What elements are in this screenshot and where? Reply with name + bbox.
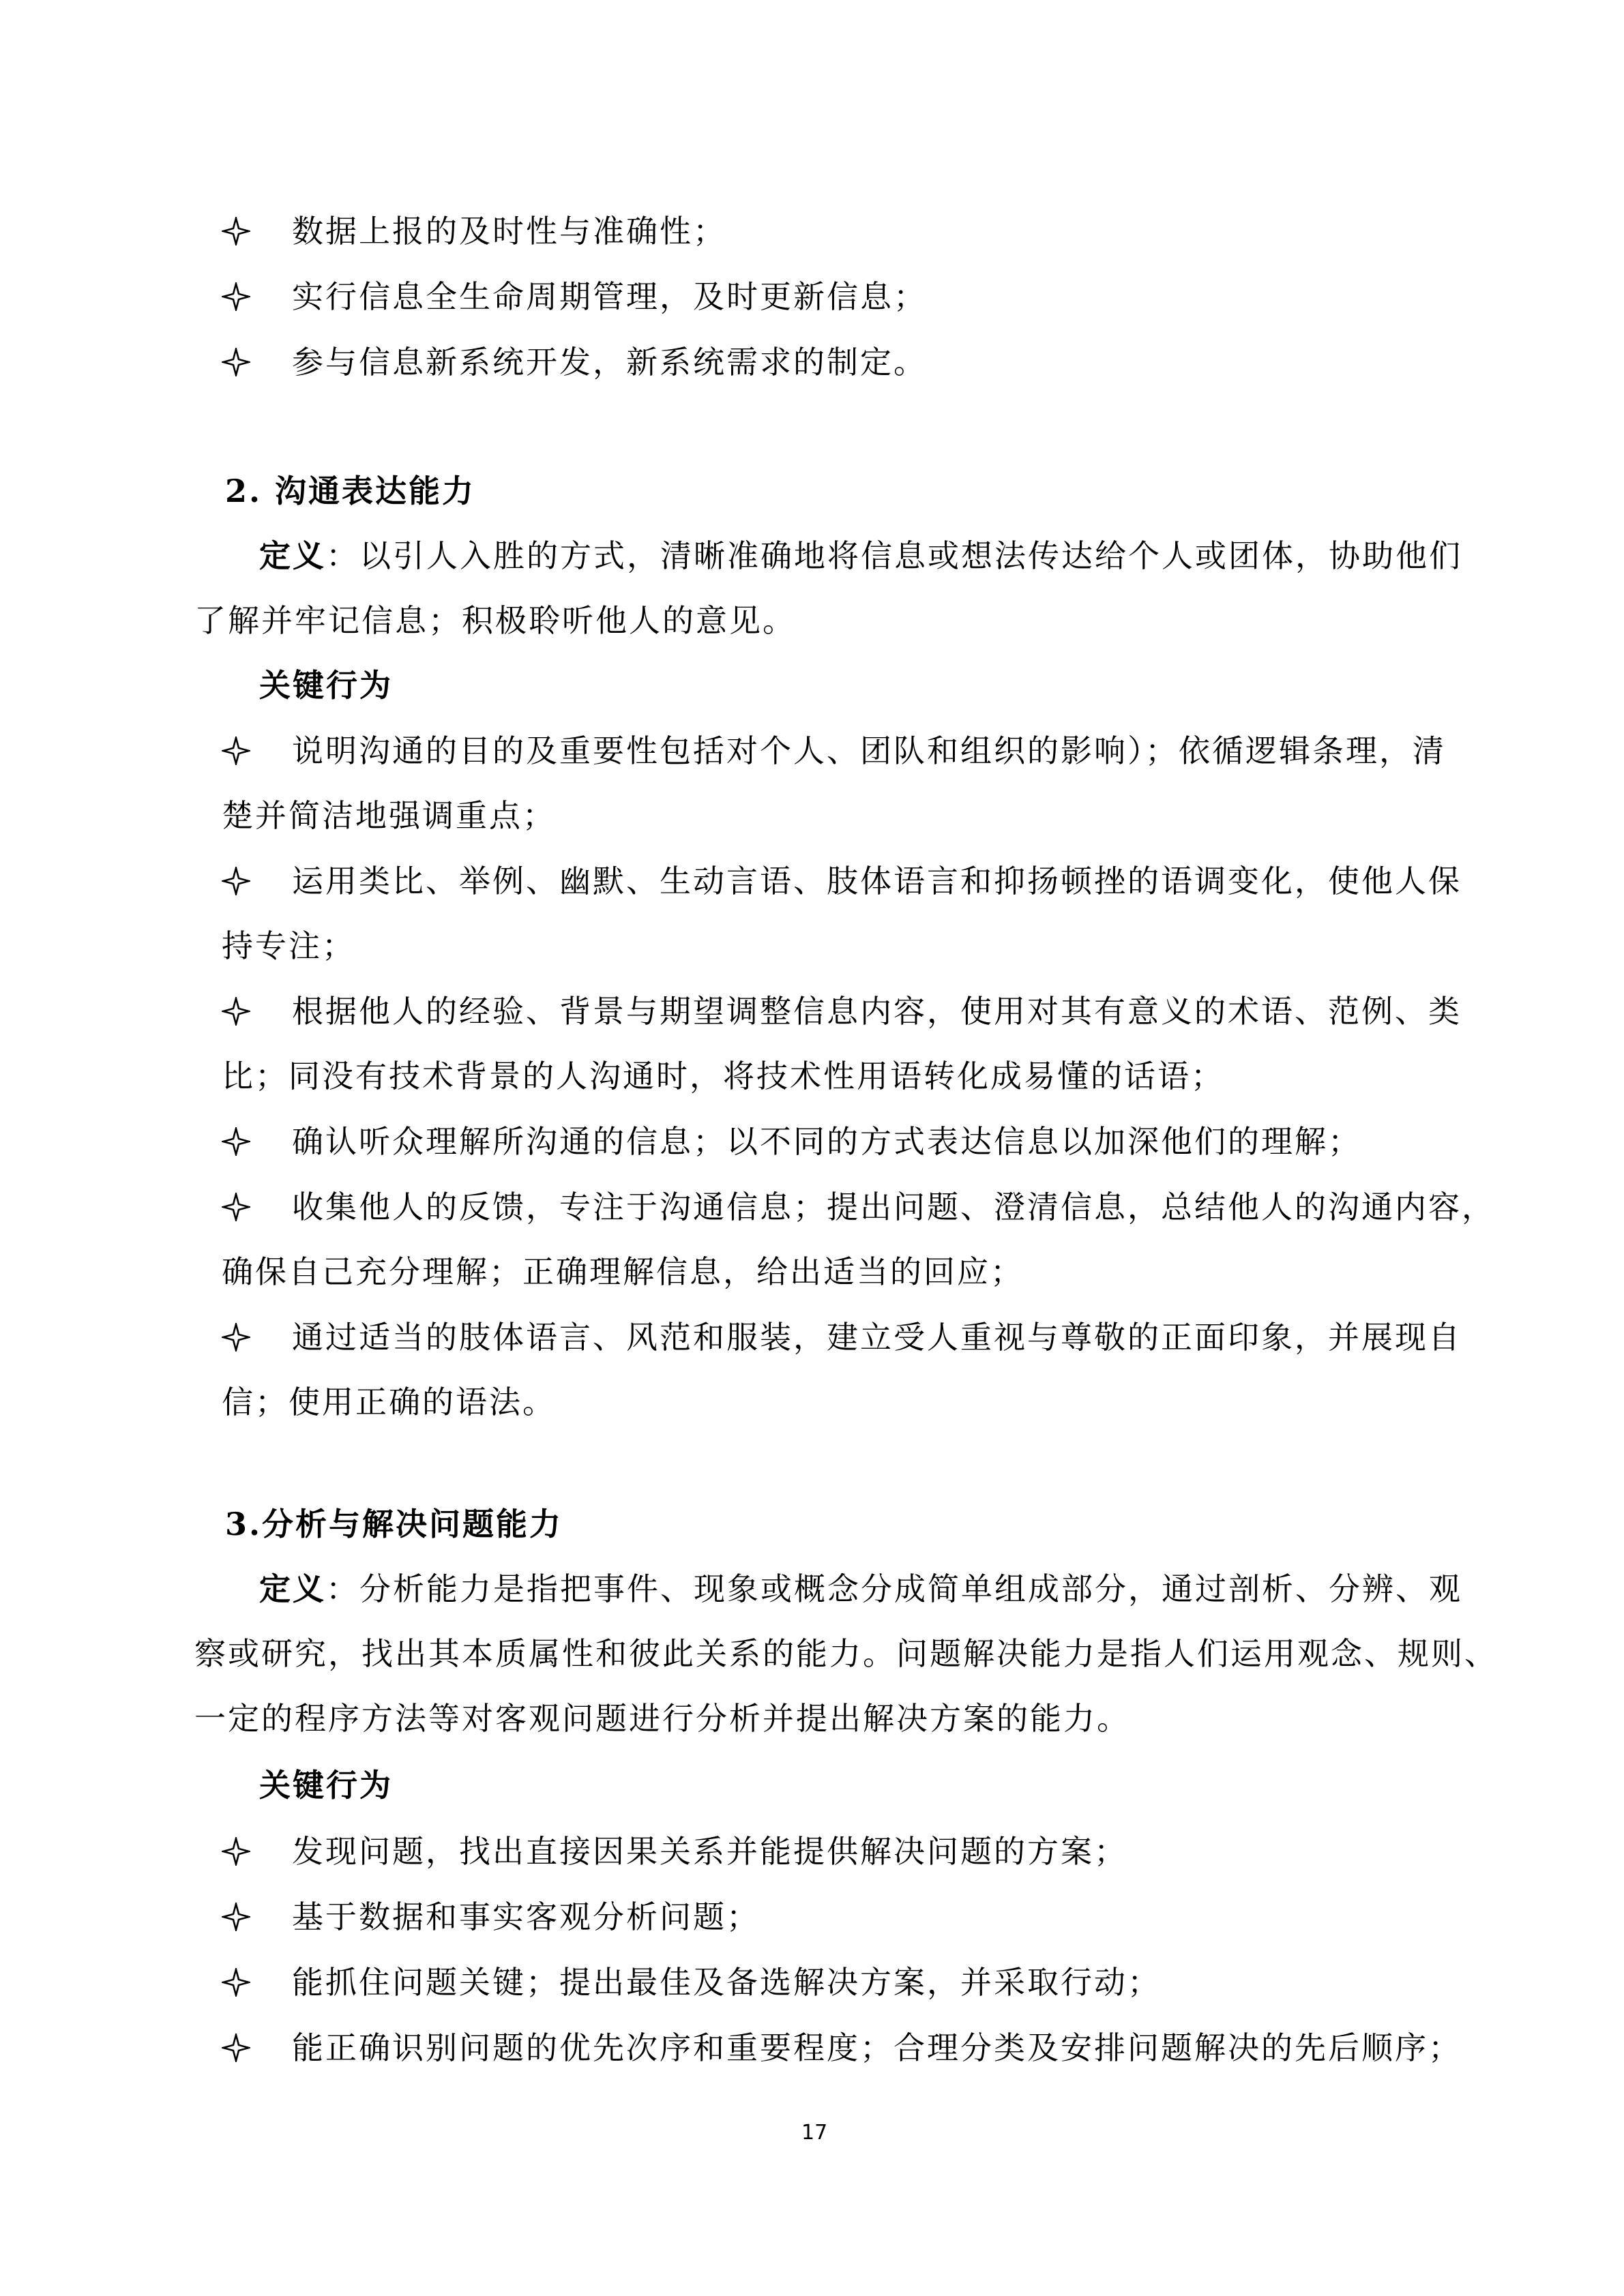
bullet-text: 参与信息新系统开发，新系统需求的制定。 [292,344,927,381]
star-bullet-icon [222,1127,250,1156]
definition-text: ：分析能力是指把事件、现象或概念分成简单组成部分，通过剖析、分辨、观 [326,1570,1462,1607]
star-bullet-icon [222,867,250,895]
bullet-text: 收集他人的反馈，专注于沟通信息；提出问题、澄清信息，总结他人的沟通内容， [292,1189,1495,1225]
definition-text: 了解并牢记信息；积极聆听他人的意见。 [194,602,796,639]
star-bullet-icon [222,217,250,245]
section-heading: 2. 沟通表达能力 [225,473,476,509]
bullet-text: 实行信息全生命周期管理，及时更新信息； [292,278,927,315]
definition-paragraph [259,535,1462,576]
definition-paragraph [259,1568,1462,1609]
bullet-text-continued: 持专注； [222,927,355,964]
star-bullet-icon [222,1323,250,1352]
bullet-text: 说明沟通的目的及重要性包括对个人、团队和组织的影响）；依循逻辑条理，清 [292,732,1446,769]
star-bullet-icon [222,1837,250,1866]
key-behaviors-label: 关键行为 [259,667,393,704]
definition-label: 定义 [259,537,326,574]
bullet-text: 运用类比、举例、幽默、生动言语、肢体语言和抑扬顿挫的语调变化，使他人保 [292,863,1462,899]
bullet-text-continued: 确保自己充分理解；正确理解信息，给出适当的回应； [222,1253,1024,1290]
star-bullet-icon [222,2033,250,2062]
definition-text: ：以引人入胜的方式，清晰准确地将信息或想法传达给个人或团体，协助他们 [326,537,1462,574]
star-bullet-icon [222,1968,250,1997]
bullet-text: 通过适当的肢体语言、风范和服装，建立受人重视与尊敬的正面印象，并展现自 [292,1319,1462,1356]
bullet-text: 能正确识别问题的优先次序和重要程度；合理分类及安排问题解决的先后顺序； [292,2029,1462,2066]
section-heading: 3.分析与解决问题能力 [225,1506,563,1542]
definition-text: 察或研究，找出其本质属性和彼此关系的能力。问题解决能力是指人们运用观念、规则、 [194,1635,1498,1672]
bullet-text: 发现问题，找出直接因果关系并能提供解决问题的方案； [292,1833,1127,1870]
star-bullet-icon [222,1193,250,1221]
bullet-text: 能抓住问题关键；提出最佳及备选解决方案，并采取行动； [292,1964,1161,2001]
bullet-text: 确认听众理解所沟通的信息；以不同的方式表达信息以加深他们的理解； [292,1123,1361,1160]
bullet-text: 根据他人的经验、背景与期望调整信息内容，使用对其有意义的术语、范例、类 [292,993,1462,1030]
bullet-text: 数据上报的及时性与准确性； [292,213,726,250]
star-bullet-icon [222,282,250,311]
star-bullet-icon [222,997,250,1026]
key-behaviors-label: 关键行为 [259,1767,393,1804]
bullet-text-continued: 信；使用正确的语法。 [222,1384,556,1420]
star-bullet-icon [222,736,250,765]
bullet-text: 基于数据和事实客观分析问题； [292,1898,760,1935]
definition-label: 定义 [259,1570,326,1607]
star-bullet-icon [222,1903,250,1931]
definition-text: 一定的程序方法等对客观问题进行分析并提出解决方案的能力。 [194,1700,1130,1737]
star-bullet-icon [222,348,250,376]
bullet-text-continued: 楚并简洁地强调重点； [222,797,556,834]
page-number: 17 [801,2121,828,2145]
bullet-text-continued: 比；同没有技术背景的人沟通时，将技术性用语转化成易懂的话语； [222,1058,1224,1094]
